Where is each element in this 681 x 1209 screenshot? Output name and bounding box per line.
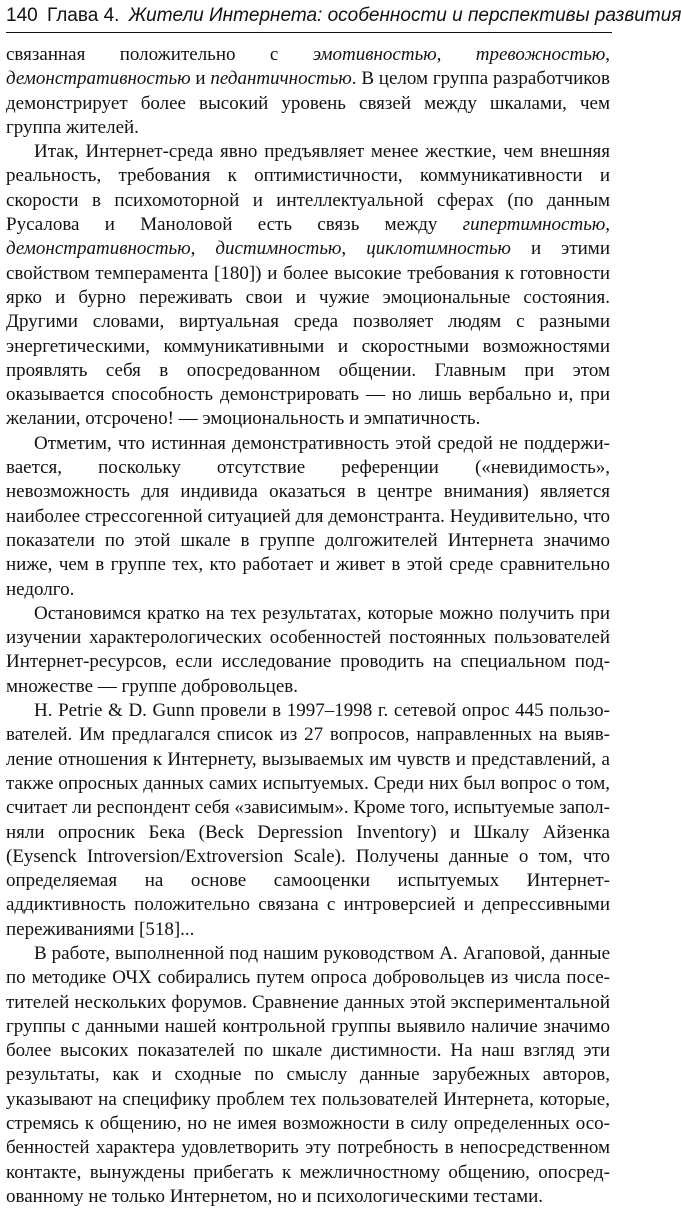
- italic-term: циклотимностью: [366, 238, 511, 260]
- text-run: и: [190, 68, 211, 90]
- header-rule: [6, 32, 612, 33]
- paragraph: [6, 43, 610, 140]
- text-run: Итак, Интернет-среда явно предъявляет менее жесткие, чем внешняя реальность, требования к оптимистичности, коммуникативности и скорости в психомоторной и интеллектуальной сферах (по данным Русалова и Маноловой есть связь между: [6, 141, 610, 236]
- italic-term: педантичностью: [210, 68, 352, 90]
- italic-term: демонстративностью: [6, 68, 191, 90]
- text-run: ,: [341, 238, 367, 260]
- text-run: и этими свойством темперамента [180]) и более высокие требования к готовности ярко и бурно переживать свои и чужие эмоциональные состояния. Другими словами, виртуальная среда позволяет людям с разными энергетическими, коммуникативными и скоростными возможностями проявлять себя в опосредованном общении. Главным при этом оказывается способность демонстрировать — но лишь вербально и, при желании, отсрочено! — эмоциональность и эмпатичность.: [6, 238, 610, 430]
- text-run: . В целом группа разработчиков демонстрирует более высокий уровень связей между шкалами, чем группа жителей.: [6, 68, 610, 138]
- text-run: связанная положительно с: [6, 44, 313, 65]
- chapter-label: Глава 4.: [46, 5, 120, 26]
- text-run: H. Petrie & D. Gunn провели в 1997–1998 г. сетевой опрос 445 пользователей. Им предлагался список из 27 вопросов, направленных на выявление отношения к Интернету, вызываемых им чувств и представлений, а также опросных данных самих испытуемых. Среди них был вопрос о том, считает ли респондент себя «зависимым». Кроме того, испытуемые заполняли опросник Бека (Beck Depression Inventory) и Шкалу Айзенка (Eysenck Introversion/Extroversion Scale). Получены данные о том, что определяемая на основе самооценки испытуемых Интернет-аддиктивность положительно связана с интроверсией и депрессивными переживаниями [518]...: [6, 700, 610, 940]
- text-run: Остановимся кратко на тех результатах, которые можно получить при изучении характерологических особенностей постоянных пользователей Интернет-ресурсов, если исследование проводить на специальном подмножестве — группе добровольцев.: [6, 602, 610, 697]
- italic-term: гипертимностью: [462, 214, 606, 236]
- text-run: Отметим, что истинная демонстративность этой средой не поддерживается, поскольку отсутствие референции («невидимость», невозможность для индивида оказаться в центре внимания) является наиболее стрессогенной ситуацией для демонстранта. Неудивительно, что показатели по этой шкале в группе долгожителей Интернета значимо ниже, чем в группе тех, кто работает и живет в этой среде сравнительно недолго.: [6, 432, 610, 600]
- italic-term: эмотивностью: [312, 44, 437, 65]
- running-header: [6, 2, 681, 30]
- paragraph: [6, 699, 610, 942]
- paragraph: [6, 602, 610, 699]
- text-run: ,: [605, 214, 610, 236]
- italic-term: демонстративностью: [6, 238, 191, 260]
- page-number: 140: [6, 5, 38, 26]
- italic-term: дистимностью: [215, 238, 342, 260]
- paragraph: [6, 942, 610, 1209]
- text-run: В работе, выполненной под нашим руководством А. Агаповой, данные по методике ОЧХ собирались путем опроса добровольцев из числа посетителей нескольких форумов. Сравнение данных этой экспериментальной группы с данными нашей контрольной группы выявило наличие значимо более высоких показателей по шкале дистимности. На наш взгляд эти результаты, как и сходные по смыслу данные зарубежных авторов, указывают на специфику проблем тех пользователей Интернета, которые, стремясь к общению, но не имея возможности в силу определенных особенностей характера удовлетворить эту потребность в непосредственном контакте, вынуждены прибегать к межличностному общению, опосредованному не только Интернетом, но и психологическими тестами.: [6, 942, 610, 1207]
- body-text: [6, 43, 610, 1209]
- text-run: ,: [436, 44, 476, 65]
- paragraph: [6, 140, 610, 432]
- chapter-title: Жители Интернета: особенности и перспективы развития: [128, 5, 681, 26]
- text-run: ,: [190, 238, 216, 260]
- paragraph: [6, 432, 610, 602]
- italic-term: тревожностью: [475, 44, 606, 65]
- text-run: ,: [605, 44, 611, 65]
